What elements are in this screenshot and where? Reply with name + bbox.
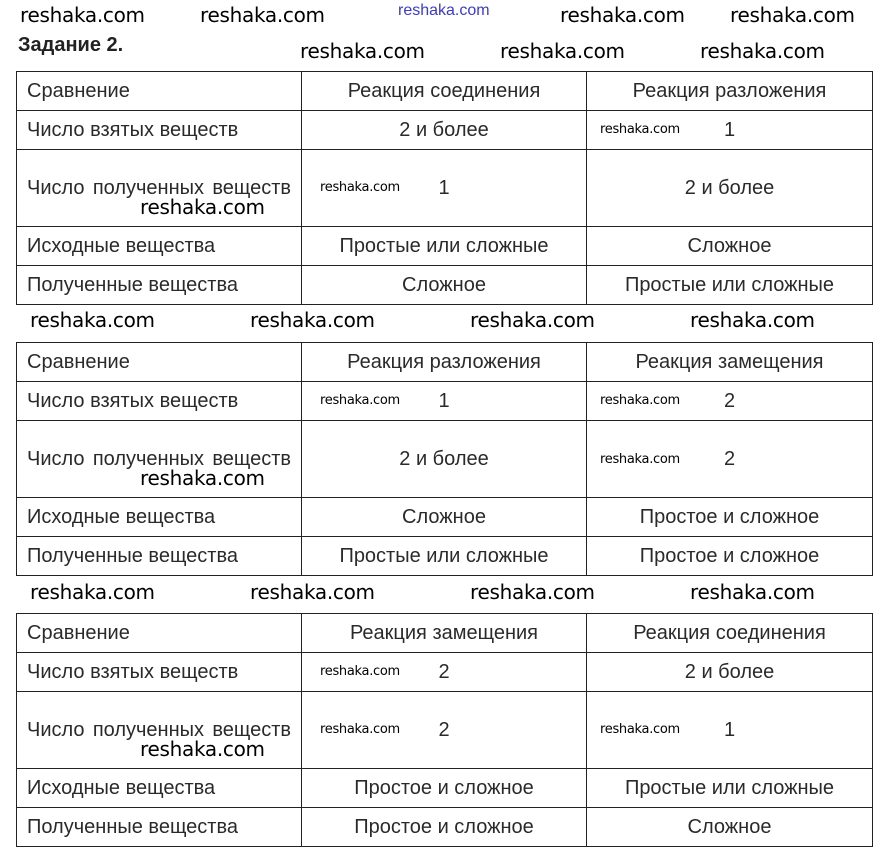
value-cell: Простые или сложные bbox=[302, 227, 587, 266]
table-row bbox=[17, 111, 873, 150]
value-cell: 2 bbox=[587, 421, 873, 498]
value-cell: Реакция соединения bbox=[587, 614, 873, 653]
watermark: reshaka.com bbox=[30, 308, 155, 332]
comparison-table-2 bbox=[16, 342, 873, 576]
table-row bbox=[17, 769, 873, 808]
value-cell: 2 и более bbox=[587, 653, 873, 692]
watermark: reshaka.com bbox=[690, 580, 815, 604]
comparison-table-3 bbox=[16, 613, 873, 847]
row-label-cell: Полученные вещества bbox=[17, 266, 302, 305]
value-cell: Сложное bbox=[587, 227, 873, 266]
table-row bbox=[17, 537, 873, 576]
value-cell: Реакция замещения bbox=[302, 614, 587, 653]
value-cell: Реакция соединения bbox=[302, 72, 587, 111]
row-label-cell: Число полученных веществ bbox=[17, 150, 302, 227]
row-label-cell: Число полученных веществ bbox=[17, 692, 302, 769]
watermark: reshaka.com bbox=[200, 3, 325, 27]
value-cell: Простое и сложное bbox=[302, 769, 587, 808]
watermark: reshaka.com bbox=[600, 722, 680, 737]
value-cell: Реакция замещения bbox=[587, 343, 873, 382]
row-label-cell: Сравнение bbox=[17, 72, 302, 111]
table-row bbox=[17, 227, 873, 266]
value-cell: 2 bbox=[302, 653, 587, 692]
watermark: reshaka.com bbox=[690, 308, 815, 332]
value-cell: 1 bbox=[587, 111, 873, 150]
watermark: reshaka.com bbox=[320, 722, 400, 737]
value-cell: 2 и более bbox=[302, 421, 587, 498]
value-cell: Простое и сложное bbox=[587, 537, 873, 576]
task-title: Задание 2. bbox=[18, 34, 124, 56]
value-cell: 1 bbox=[302, 150, 587, 227]
watermark: reshaka.com bbox=[600, 452, 680, 467]
watermark: reshaka.com bbox=[600, 393, 680, 408]
watermark: reshaka.com bbox=[250, 580, 375, 604]
row-label-cell: Исходные вещества bbox=[17, 769, 302, 808]
watermark: reshaka.com bbox=[140, 195, 265, 219]
watermark: reshaka.com bbox=[20, 3, 145, 27]
value-cell: Сложное bbox=[302, 266, 587, 305]
value-cell: 2 bbox=[302, 692, 587, 769]
watermark: reshaka.com bbox=[140, 466, 265, 490]
row-label-cell: Исходные вещества bbox=[17, 227, 302, 266]
row-label-cell: Число взятых веществ bbox=[17, 653, 302, 692]
watermark: reshaka.com bbox=[320, 393, 400, 408]
row-label-cell: Число полученных веществ bbox=[17, 421, 302, 498]
watermark: reshaka.com bbox=[470, 308, 595, 332]
watermark: reshaka.com bbox=[730, 3, 855, 27]
value-cell: Сложное bbox=[302, 498, 587, 537]
watermark: reshaka.com bbox=[320, 180, 400, 195]
table-row bbox=[17, 266, 873, 305]
watermark: reshaka.com bbox=[560, 3, 685, 27]
value-cell: Простые или сложные bbox=[587, 266, 873, 305]
table-row bbox=[17, 382, 873, 421]
row-label-cell: Полученные вещества bbox=[17, 808, 302, 847]
site-link[interactable]: reshaka.com bbox=[398, 2, 490, 19]
table-header-row bbox=[17, 72, 873, 111]
row-label-cell: Число взятых веществ bbox=[17, 111, 302, 150]
value-cell: 1 bbox=[302, 382, 587, 421]
value-cell: Простые или сложные bbox=[587, 769, 873, 808]
table-row bbox=[17, 498, 873, 537]
value-cell: 2 bbox=[587, 382, 873, 421]
value-cell: Простое и сложное bbox=[302, 808, 587, 847]
watermark: reshaka.com bbox=[250, 308, 375, 332]
value-cell: 2 и более bbox=[587, 150, 873, 227]
row-label-cell: Число взятых веществ bbox=[17, 382, 302, 421]
watermark: reshaka.com bbox=[300, 39, 425, 63]
value-cell: 1 bbox=[587, 692, 873, 769]
watermark: reshaka.com bbox=[30, 580, 155, 604]
row-label-cell: Сравнение bbox=[17, 343, 302, 382]
row-label-cell: Полученные вещества bbox=[17, 537, 302, 576]
table-row bbox=[17, 653, 873, 692]
value-cell: Реакция разложения bbox=[302, 343, 587, 382]
comparison-table-1 bbox=[16, 71, 873, 305]
table-header-row bbox=[17, 614, 873, 653]
value-cell: 2 и более bbox=[302, 111, 587, 150]
row-label-cell: Исходные вещества bbox=[17, 498, 302, 537]
watermark: reshaka.com bbox=[320, 664, 400, 679]
watermark: reshaka.com bbox=[600, 122, 680, 137]
row-label-cell: Сравнение bbox=[17, 614, 302, 653]
value-cell: Реакция разложения bbox=[587, 72, 873, 111]
watermark: reshaka.com bbox=[140, 737, 265, 761]
value-cell: Сложное bbox=[587, 808, 873, 847]
watermark: reshaka.com bbox=[500, 39, 625, 63]
value-cell: Простое и сложное bbox=[587, 498, 873, 537]
watermark: reshaka.com bbox=[700, 39, 825, 63]
table-row bbox=[17, 808, 873, 847]
value-cell: Простые или сложные bbox=[302, 537, 587, 576]
table-header-row bbox=[17, 343, 873, 382]
watermark: reshaka.com bbox=[470, 580, 595, 604]
